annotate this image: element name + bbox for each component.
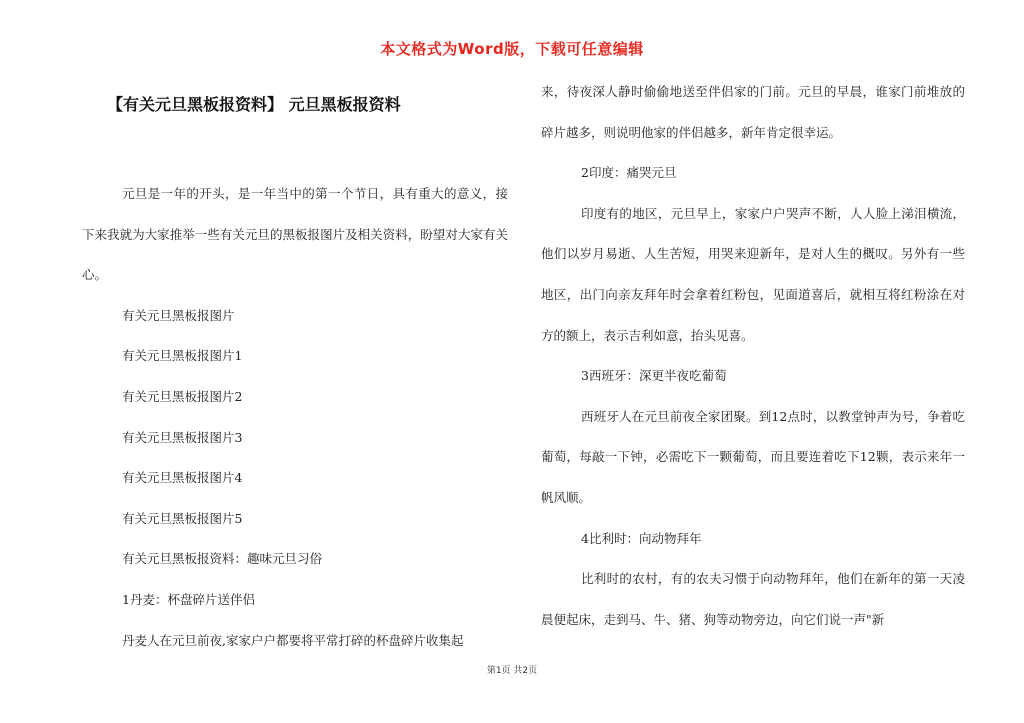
paragraph-spain-heading: 3西班牙：深更半夜吃葡萄 (581, 368, 727, 384)
paragraph-intro: 元旦是一年的开头，是一年当中的第一个节日，具有重大的意义，接下来我就为大家推举一些有关元旦的黑板报图片及相关资料，盼望对大家有关心。 (82, 186, 508, 283)
paragraph-denmark-body: 丹麦人在元旦前夜,家家户户都要将平常打碎的杯盘碎片收集起 (122, 632, 464, 648)
word-version-banner: 本文格式为Word版，下载可任意编辑 (380, 40, 644, 58)
paragraph-image-heading: 有关元旦黑板报图片 (122, 307, 235, 323)
paragraph-image-1: 有关元旦黑板报图片1 (122, 348, 243, 364)
paragraph-image-4: 有关元旦黑板报图片4 (122, 470, 243, 486)
paragraph-image-2: 有关元旦黑板报图片2 (122, 388, 243, 404)
left-column (82, 174, 508, 661)
right-column (541, 72, 965, 640)
paragraph-india-body: 印度有的地区，元旦早上，家家户户哭声不断，人人脸上涕泪横流，他们以岁月易逝、人生苦短，用哭来迎新年，是对人生的概叹。另外有一些地区，出门向亲友拜年时会拿着红粉包，见面道喜后，就相互将红粉涂在对方的额上，表示吉利如意，抬头见喜。 (541, 205, 965, 343)
paragraph-india-heading: 2印度：痛哭元旦 (581, 165, 677, 181)
paragraph-customs-heading: 有关元旦黑板报资料：趣味元旦习俗 (122, 551, 323, 567)
paragraph-denmark-heading: 1丹麦：杯盘碎片送伴侣 (122, 591, 255, 607)
document-title: 【有关元旦黑板报资料】 元旦黑板报资料 (107, 95, 401, 114)
paragraph-image-5: 有关元旦黑板报图片5 (122, 510, 243, 526)
paragraph-image-3: 有关元旦黑板报图片3 (122, 429, 243, 445)
paragraph-spain-body: 西班牙人在元旦前夜全家团聚。到12点时，以教堂钟声为号，争着吃葡萄，每敲一下钟，必需吃下一颗葡萄，而且要连着吃下12颗，表示来年一帆风顺。 (541, 408, 965, 505)
paragraph-belgium-heading: 4比利时：向动物拜年 (581, 530, 702, 546)
paragraph-belgium-body: 比利时的农村，有的农夫习惯于向动物拜年，他们在新年的第一天凌晨便起床，走到马、牛、猪、狗等动物旁边，向它们说一声"新 (541, 571, 965, 627)
paragraph-denmark-continued: 来，待夜深人静时偷偷地送至伴侣家的门前。元旦的早晨，谁家门前堆放的碎片越多，则说明他家的伴侣越多，新年肯定很幸运。 (541, 84, 965, 140)
page-number-footer: 第1页 共2页 (486, 666, 538, 676)
